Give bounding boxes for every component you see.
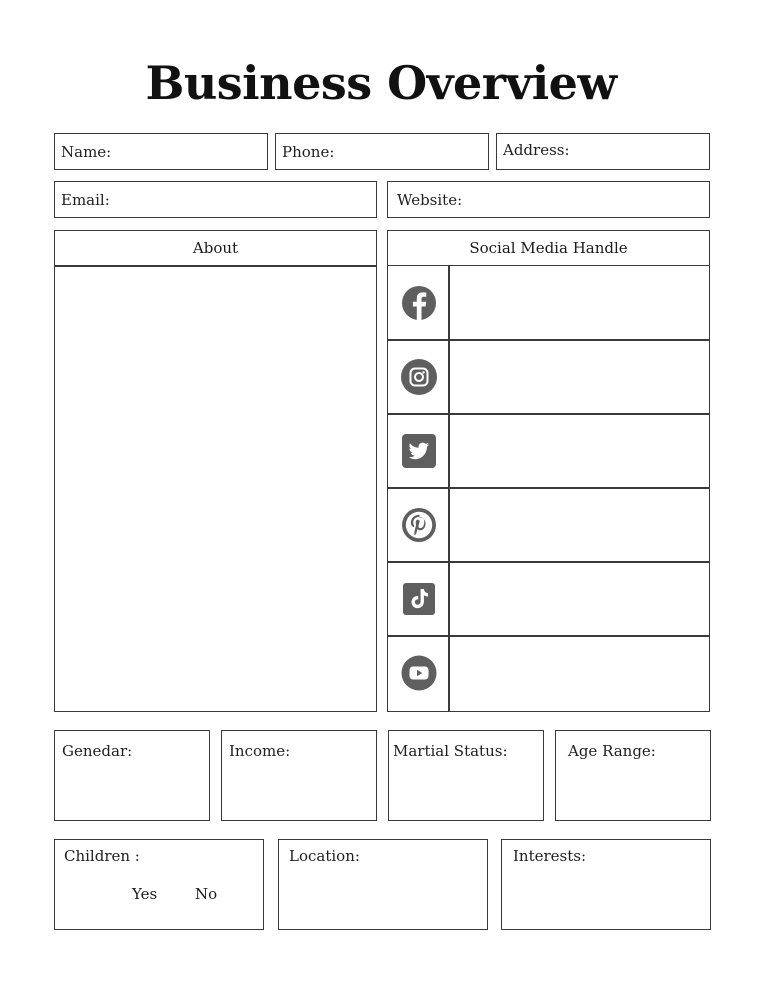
gender-field[interactable] <box>54 730 210 821</box>
children-yes-option[interactable]: Yes <box>132 885 158 903</box>
children-field <box>54 839 264 930</box>
location-field[interactable] <box>278 839 488 930</box>
instagram-icon <box>401 359 437 395</box>
youtube-icon <box>401 655 437 691</box>
location-label: Location: <box>289 847 360 865</box>
address-label: Address: <box>503 141 570 159</box>
interests-label: Interests: <box>513 847 587 865</box>
social-row-pinterest <box>388 488 709 563</box>
age-range-field[interactable] <box>555 730 711 821</box>
children-label: Children : <box>64 847 140 865</box>
pinterest-handle-input[interactable] <box>450 488 709 561</box>
gender-label: Genedar: <box>62 742 133 760</box>
name-field[interactable] <box>54 133 268 170</box>
phone-label: Phone: <box>282 143 335 161</box>
marital-status-label: Martial Status: <box>393 742 508 760</box>
tiktok-handle-input[interactable] <box>450 562 709 635</box>
income-field[interactable] <box>221 730 377 821</box>
website-label: Website: <box>397 191 463 209</box>
income-label: Income: <box>229 742 291 760</box>
age-range-label: Age Range: <box>568 742 656 760</box>
social-row-instagram <box>388 340 709 415</box>
about-header <box>54 230 377 267</box>
about-textarea[interactable] <box>54 266 377 712</box>
youtube-handle-input[interactable] <box>450 636 709 710</box>
social-header-label: Social Media Handle <box>469 239 628 257</box>
phone-field[interactable] <box>275 133 489 170</box>
twitter-handle-input[interactable] <box>450 414 709 487</box>
website-field[interactable] <box>387 181 710 218</box>
social-row-twitter <box>388 414 709 489</box>
social-row-youtube <box>388 636 709 711</box>
instagram-handle-input[interactable] <box>450 340 709 413</box>
tiktok-icon <box>401 581 437 617</box>
marital-status-field[interactable] <box>388 730 544 821</box>
social-row-tiktok <box>388 562 709 637</box>
name-label: Name: <box>61 143 112 161</box>
social-header <box>387 230 710 267</box>
email-label: Email: <box>61 191 110 209</box>
facebook-handle-input[interactable] <box>450 266 709 339</box>
twitter-icon <box>401 433 437 469</box>
email-field[interactable] <box>54 181 377 218</box>
page-title: Business Overview <box>145 56 617 110</box>
social-table <box>387 266 710 712</box>
pinterest-icon <box>401 507 437 543</box>
interests-field[interactable] <box>501 839 711 930</box>
children-no-option[interactable]: No <box>195 885 218 903</box>
address-field[interactable] <box>496 133 710 170</box>
social-row-facebook <box>388 266 709 341</box>
about-header-label: About <box>192 239 239 257</box>
facebook-icon <box>401 285 437 321</box>
